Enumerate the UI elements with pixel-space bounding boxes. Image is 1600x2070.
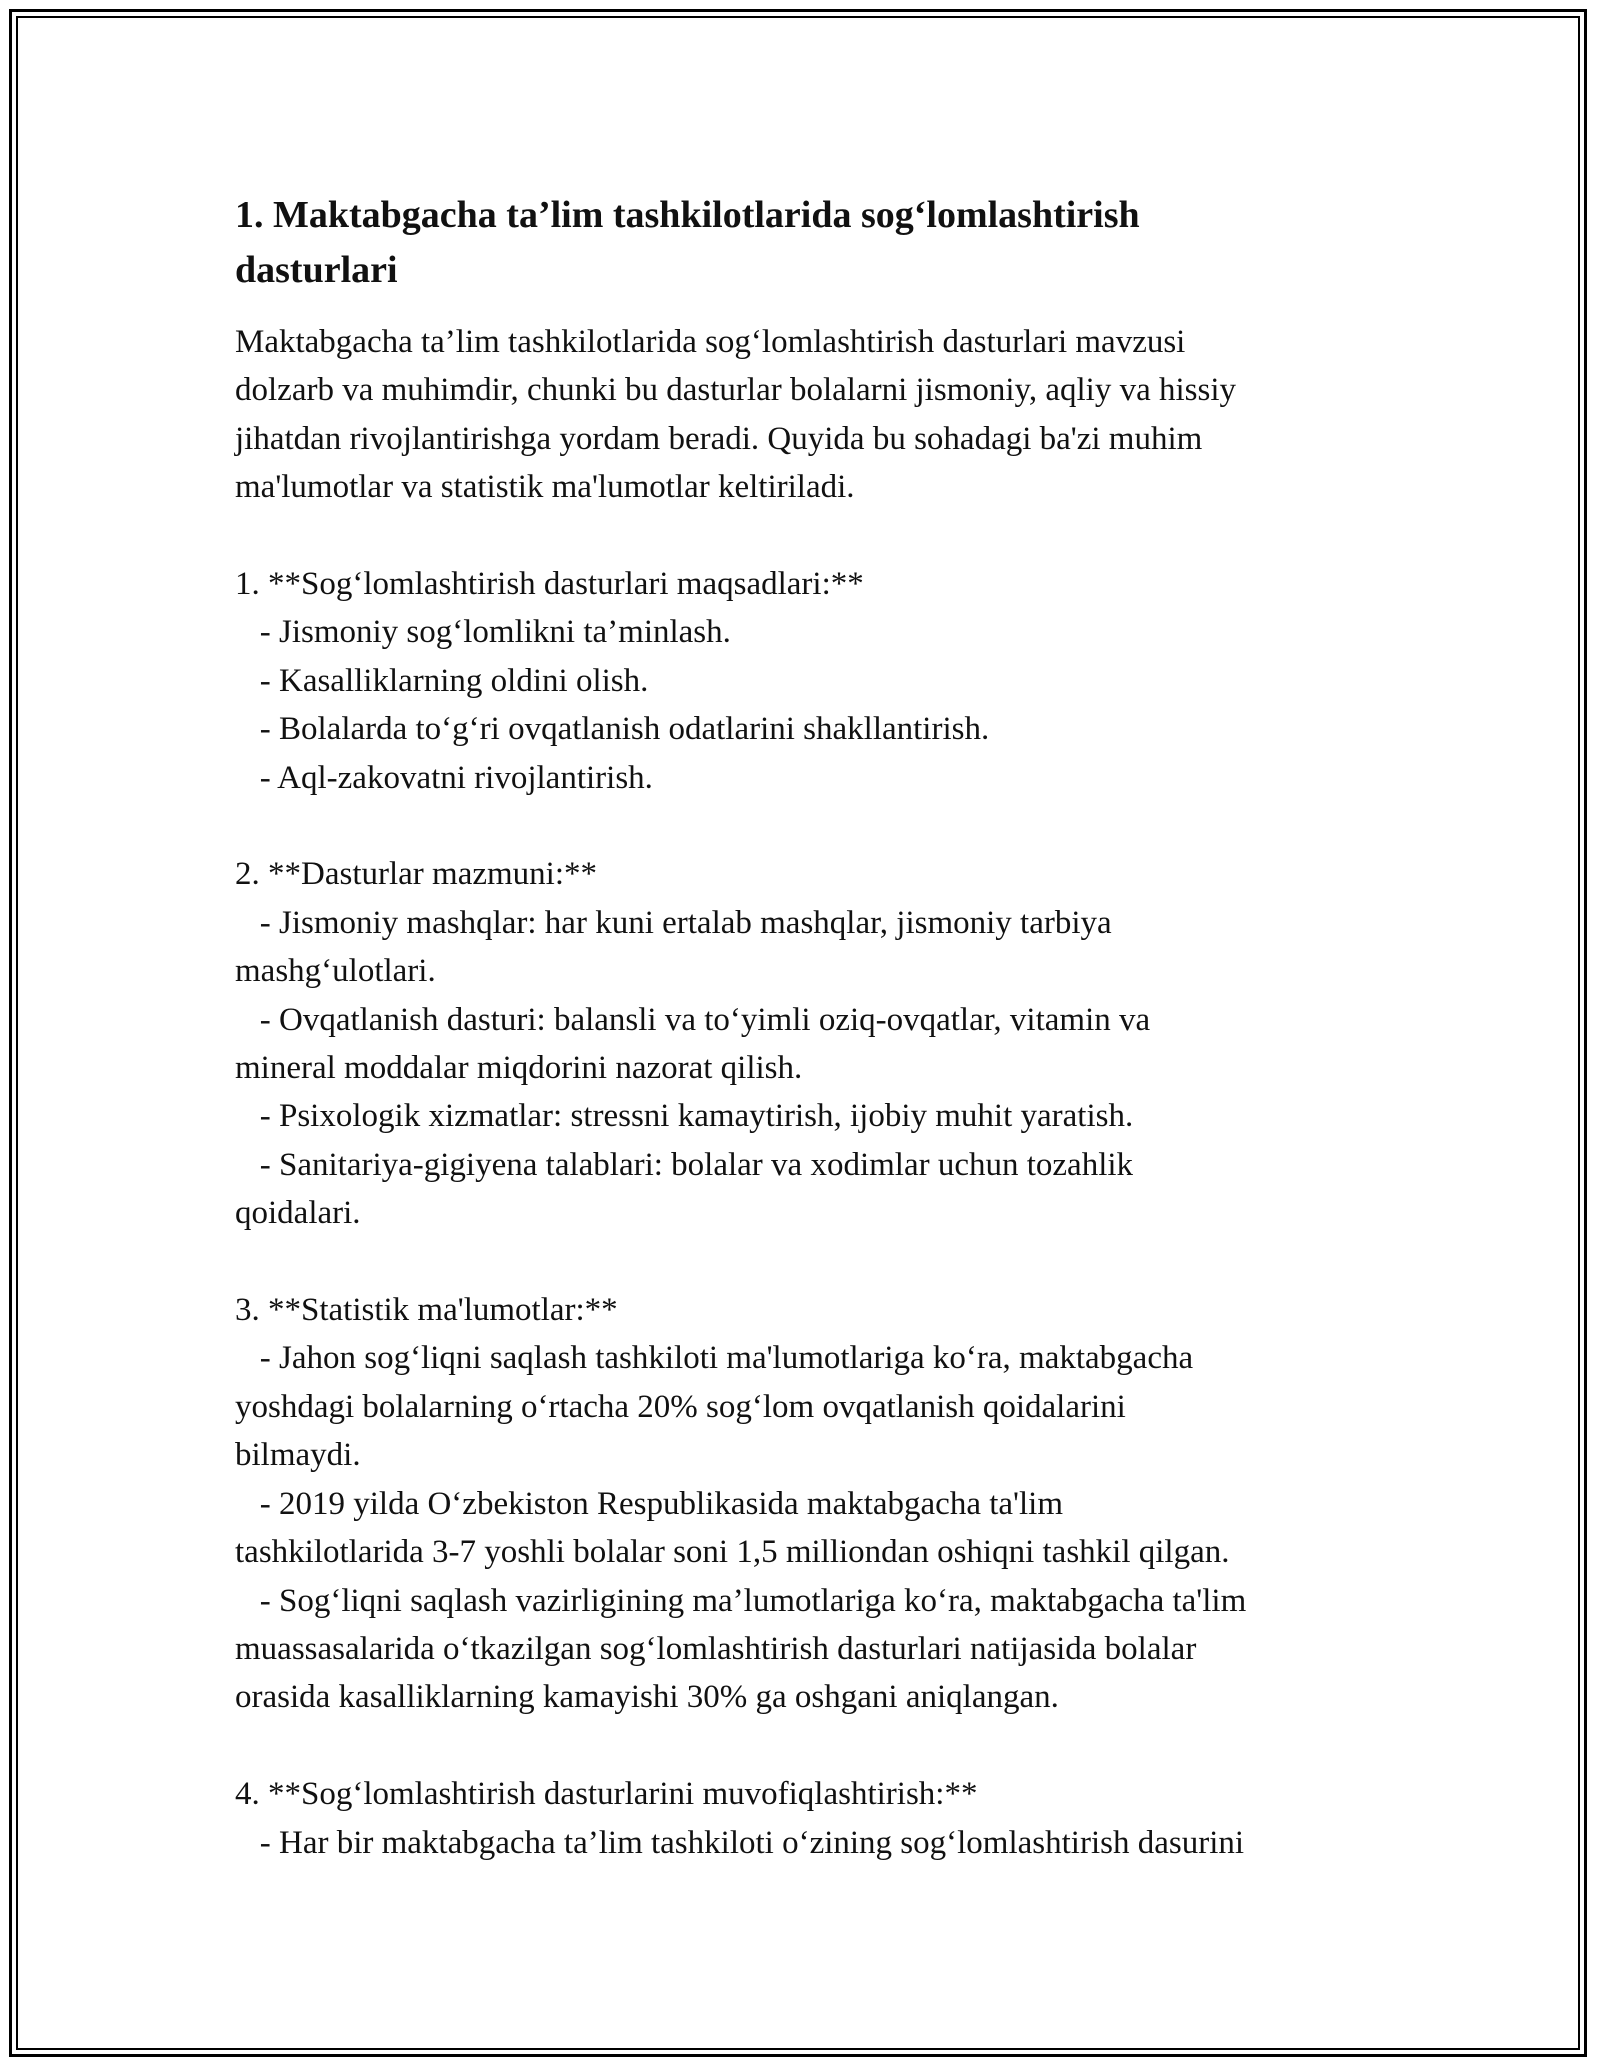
spacer [235,512,1375,560]
section-heading: 3. **Statistik ma'lumotlar:** [235,1292,618,1329]
list-item: - Ovqatlanish dasturi: balansli va to‘yimli oziq-ovqatlar, vitamin va [235,1001,1151,1038]
section-heading: 4. **Sog‘lomlashtirish dasturlarini muvofiqlashtirish:** [235,1776,978,1813]
intro-line-2: dolzarb va muhimdir, chunki bu dasturlar bolalarni jismoniy, aqliy va hissiy [235,372,1237,409]
list-item: - Bolalarda to‘g‘ri ovqatlanish odatlarini shakllantirish. [235,711,990,748]
list-item: mashg‘ulotlari. [235,953,436,990]
list-item: - Psixologik xizmatlar: stressni kamaytirish, ijobiy muhit yaratish. [235,1098,1134,1135]
list-item: - Kasalliklarning oldini olish. [235,662,649,699]
list-item: - Sog‘liqni saqlash vazirligining ma’lumotlariga ko‘ra, maktabgacha ta'lim [235,1582,1247,1619]
list-item: mineral moddalar miqdorini nazorat qilish. [235,1050,803,1087]
title-line-2: dasturlari [235,249,398,291]
list-item: yoshdagi bolalarning o‘rtacha 20% sog‘lom ovqatlanish qoidalarini [235,1388,1126,1425]
list-item: orasida kasalliklarning kamayishi 30% ga oshgani aniqlangan. [235,1679,1059,1716]
section-heading: 2. **Dasturlar mazmuni:** [235,856,598,893]
list-item: tashkilotlarida 3-7 yoshli bolalar soni 1,5 milliondan oshiqni tashkil qilgan. [235,1534,1230,1571]
list-item: muassasalarida o‘tkazilgan sog‘lomlashtirish dasturlari natijasida bolalar [235,1630,1197,1667]
document-body [235,188,1375,1867]
intro-line-1: Maktabgacha ta’lim tashkilotlarida sog‘lomlashtirish dasturlari mavzusi [235,324,1186,360]
list-item: - Jismoniy mashqlar: har kuni ertalab mashqlar, jismoniy tarbiya [235,904,1112,941]
spacer [235,1722,1375,1770]
list-item: - Jahon sog‘liqni saqlash tashkiloti ma'lumotlariga ko‘ra, maktabgacha [235,1340,1194,1377]
list-item: - Jismoniy sog‘lomlikni ta’minlash. [235,614,731,651]
list-item: - Sanitariya-gigiyena talablari: bolalar va xodimlar uchun tozahlik [235,1146,1134,1183]
list-item: - 2019 yilda O‘zbekiston Respublikasida maktabgacha ta'lim [235,1485,1063,1522]
list-item: - Har bir maktabgacha ta’lim tashkiloti o‘zining sog‘lomlashtirish dasurini [235,1824,1245,1861]
intro-paragraph [235,318,1375,512]
section-1 [235,560,1375,802]
title-line-1: 1. Maktabgacha ta’lim tashkilotlarida sog‘lomlashtirish [235,194,1140,236]
intro-line-3: jihatdan rivojlantirishga yordam beradi. Quyida bu sohadagi ba'zi muhim [235,420,1203,457]
list-item: bilmaydi. [235,1437,361,1474]
list-item: qoidalari. [235,1195,361,1232]
section-3 [235,1286,1375,1722]
document-title [235,188,1375,298]
section-heading: 1. **Sog‘lomlashtirish dasturlari maqsadlari:** [235,566,864,603]
section-4 [235,1770,1375,1867]
section-2 [235,850,1375,1237]
list-item: - Aql-zakovatni rivojlantirish. [235,759,653,796]
intro-line-4: ma'lumotlar va statistik ma'lumotlar keltiriladi. [235,469,855,506]
spacer [235,1238,1375,1286]
spacer [235,802,1375,850]
